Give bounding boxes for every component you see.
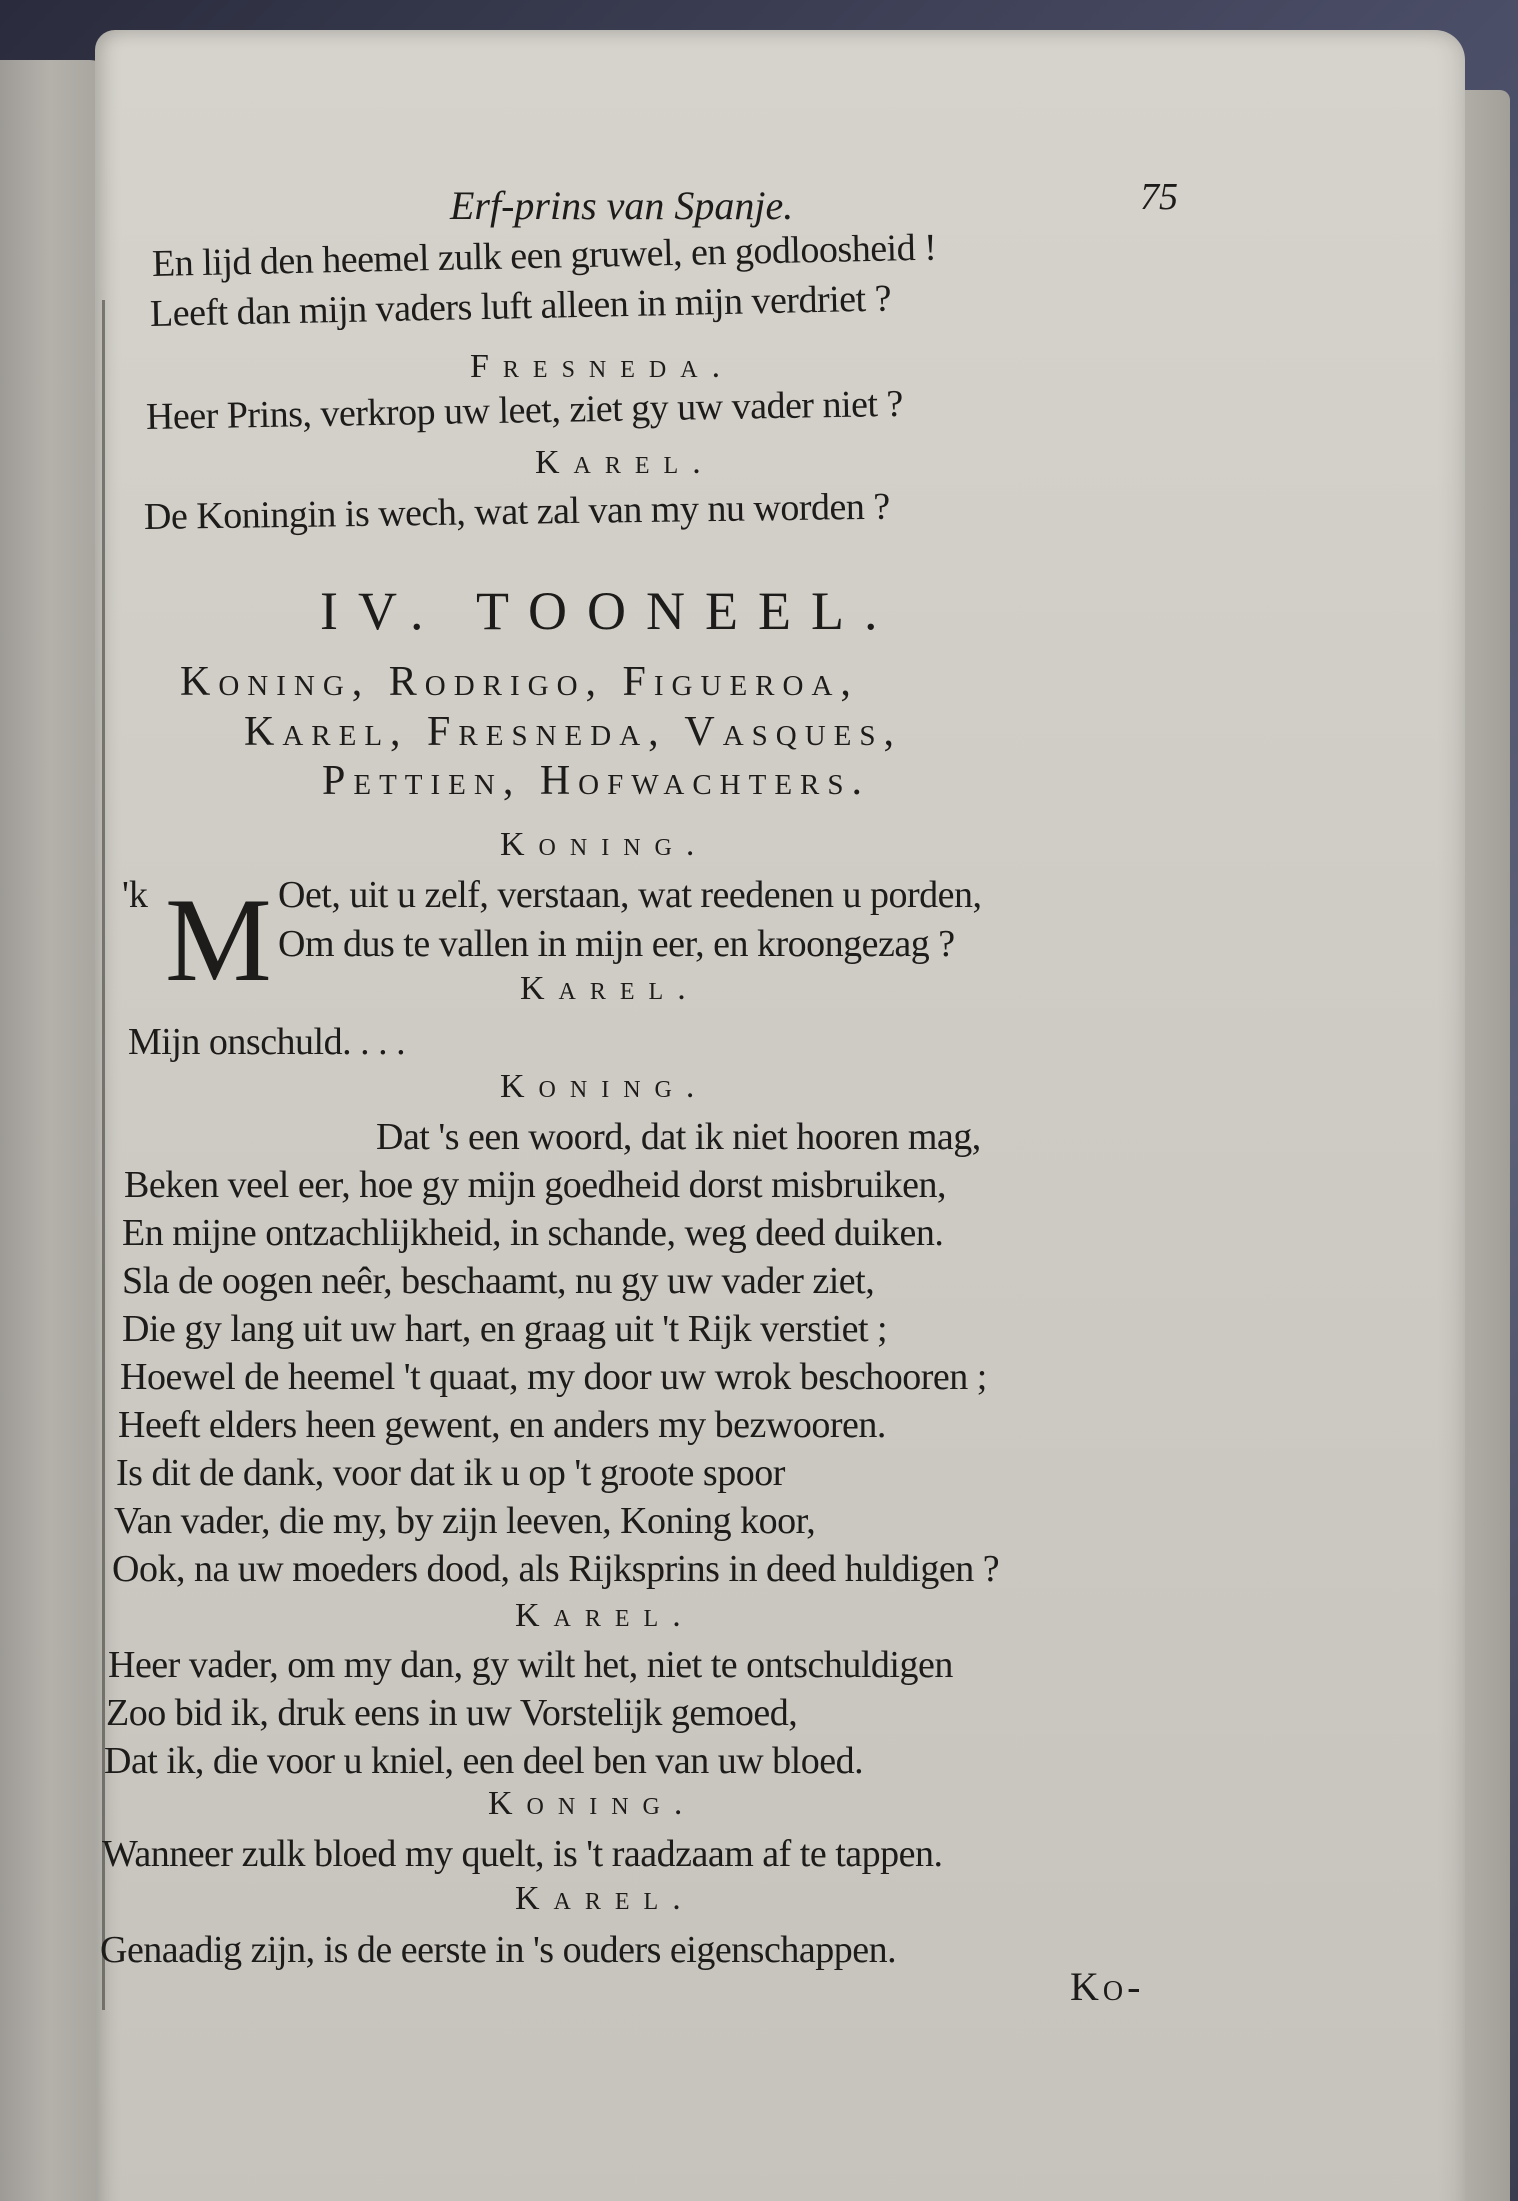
verse-line: En lijd den heemel zulk een gruwel, en godloosheid ! bbox=[151, 226, 937, 285]
verse-line: Van vader, die my, by zijn leeven, Koning koor, bbox=[114, 1500, 816, 1542]
verse-line: Beken veel eer, hoe gy mijn goedheid dorst misbruiken, bbox=[124, 1164, 947, 1206]
verse-line: Heer vader, om my dan, gy wilt het, niet te ontschuldigen bbox=[108, 1644, 953, 1686]
verse-line: Dat 's een woord, dat ik niet hooren mag, bbox=[376, 1116, 981, 1158]
verse-line: Dat ik, die voor u kniel, een deel ben van uw bloed. bbox=[104, 1740, 864, 1782]
page-number: 75 bbox=[1140, 176, 1178, 218]
verse-line: Oet, uit u zelf, verstaan, wat reedenen u porden, bbox=[278, 874, 982, 916]
verse-line: Heer Prins, verkrop uw leet, ziet gy uw vader niet ? bbox=[145, 382, 904, 438]
verse-line: Is dit de dank, voor dat ik u op 't groote spoor bbox=[116, 1452, 785, 1494]
speaker-name: Karel. bbox=[515, 1597, 695, 1634]
cast-list-line: Pettien, Hofwachters. bbox=[322, 758, 871, 804]
cast-list-line: Koning, Rodrigo, Figueroa, bbox=[180, 659, 859, 705]
verse-line: Wanneer zulk bloed my quelt, is 't raadzaam af te tappen. bbox=[102, 1833, 943, 1875]
verse-line: Zoo bid ik, druk eens in uw Vorstelijk gemoed, bbox=[106, 1692, 798, 1734]
speaker-name: Koning. bbox=[488, 1785, 697, 1822]
speaker-name: Karel. bbox=[520, 970, 700, 1007]
verse-line: Ook, na uw moeders dood, als Rijksprins in deed huldigen ? bbox=[112, 1548, 1000, 1590]
speaker-name: Fresneda. bbox=[470, 348, 735, 385]
speaker-name: Koning. bbox=[500, 1068, 709, 1105]
drop-capital: M bbox=[165, 873, 272, 1006]
speaker-name: Koning. bbox=[500, 826, 709, 863]
left-page-edge bbox=[0, 60, 110, 2201]
elision-prefix: 'k bbox=[122, 874, 148, 916]
speaker-name: Karel. bbox=[515, 1880, 695, 1917]
speaker-name: Karel. bbox=[535, 444, 715, 481]
verse-line: Hoewel de heemel 't quaat, my door uw wrok beschooren ; bbox=[120, 1356, 987, 1398]
scene-heading: IV. TOONEEL. bbox=[320, 581, 898, 641]
verse-line: Mijn onschuld. . . . bbox=[128, 1021, 406, 1063]
running-header: Erf-prins van Spanje. bbox=[450, 183, 794, 228]
verse-line: En mijne ontzachlijkheid, in schande, weg deed duiken. bbox=[122, 1212, 944, 1254]
verse-line: De Koningin is wech, wat zal van my nu worden ? bbox=[143, 485, 891, 538]
cast-list-line: Karel, Fresneda, Vasques, bbox=[244, 709, 903, 755]
verse-line: Leeft dan mijn vaders luft alleen in mijn verdriet ? bbox=[149, 277, 892, 335]
verse-line: Sla de oogen neêr, beschaamt, nu gy uw vader ziet, bbox=[122, 1260, 875, 1302]
catchword: Ko- bbox=[1070, 1964, 1145, 2009]
verse-line: Om dus te vallen in mijn eer, en kroongezag ? bbox=[278, 923, 955, 965]
verse-line: Heeft elders heen gewent, en anders my bezwooren. bbox=[118, 1404, 886, 1446]
verse-line: Genaadig zijn, is de eerste in 's ouders eigenschappen. bbox=[100, 1929, 897, 1971]
verse-line: Die gy lang uit uw hart, en graag uit 't Rijk verstiet ; bbox=[122, 1308, 888, 1350]
